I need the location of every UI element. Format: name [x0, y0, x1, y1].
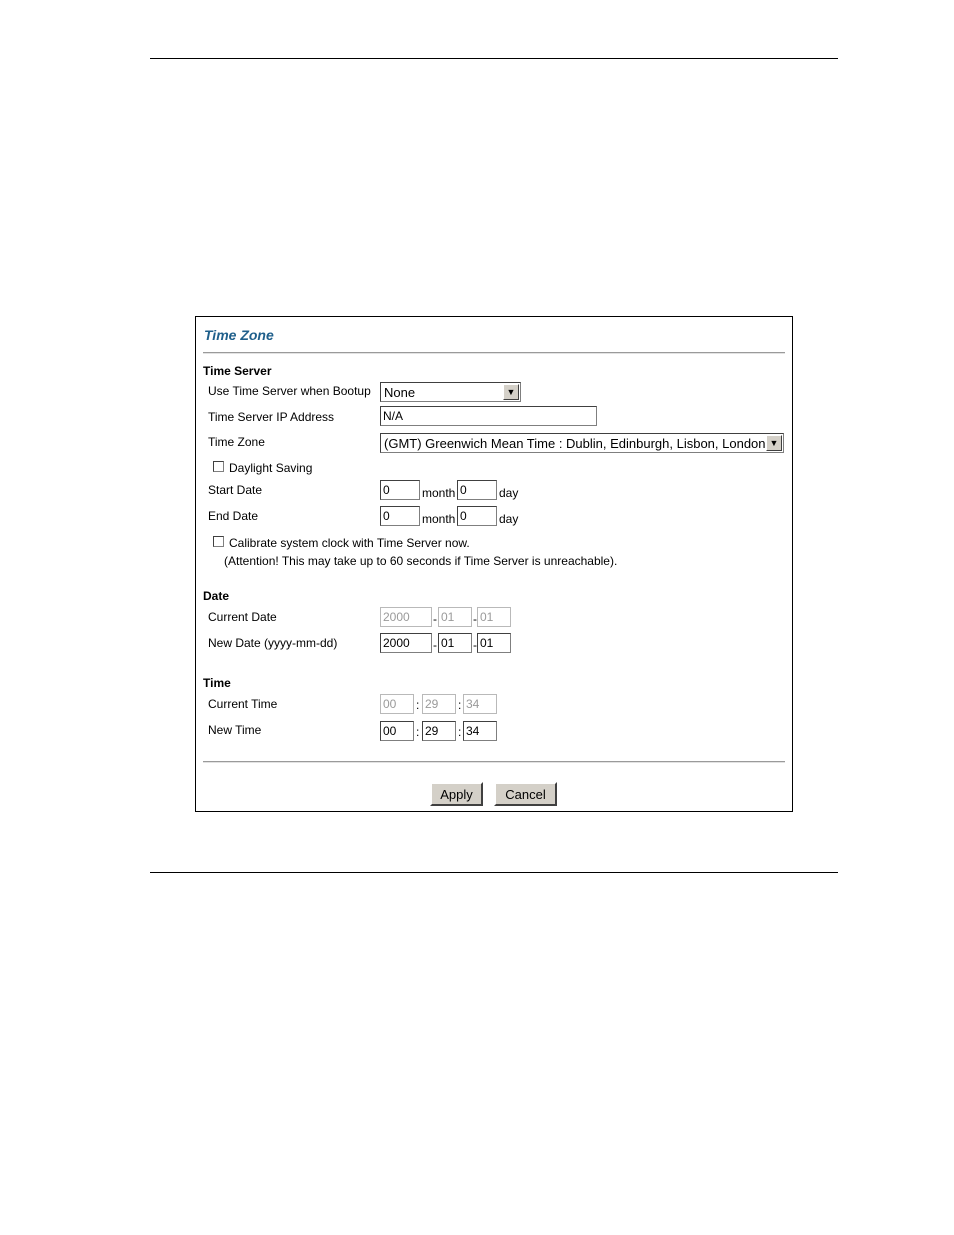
end-month-input[interactable]: [380, 506, 420, 526]
ip-address-input[interactable]: [380, 406, 597, 426]
start-month-input[interactable]: [380, 480, 420, 500]
time-server-heading: Time Server: [203, 364, 272, 378]
use-time-server-label: Use Time Server when Bootup: [208, 384, 371, 398]
new-time-label: New Time: [208, 723, 262, 737]
start-month-unit: month: [422, 486, 456, 500]
current-minute-field: [422, 694, 456, 714]
title-separator: [203, 352, 785, 354]
current-hour-field: [380, 694, 414, 714]
cancel-button[interactable]: Cancel: [494, 782, 557, 806]
daylight-saving-checkbox[interactable]: [213, 461, 224, 472]
attention-note: (Attention! This may take up to 60 seconds if Time Server is unreachable).: [224, 554, 618, 568]
time-colon: :: [416, 725, 420, 739]
footer-rule: [150, 872, 838, 873]
current-month-field: [438, 607, 472, 627]
time-colon: :: [416, 698, 420, 712]
calibrate-checkbox[interactable]: [213, 536, 224, 547]
date-dash: -: [433, 638, 437, 652]
new-minute-input[interactable]: [422, 721, 456, 741]
current-time-label: Current Time: [208, 697, 278, 711]
new-second-input[interactable]: [463, 721, 497, 741]
start-day-unit: day: [499, 486, 519, 500]
apply-button[interactable]: Apply: [430, 782, 483, 806]
end-day-input[interactable]: [457, 506, 497, 526]
calibrate-label: Calibrate system clock with Time Server now.: [229, 536, 470, 550]
start-date-label: Start Date: [208, 483, 263, 497]
date-dash: -: [433, 612, 437, 626]
date-heading: Date: [203, 589, 230, 603]
panel-title: Time Zone: [204, 327, 274, 343]
time-zone-label: Time Zone: [208, 435, 265, 449]
new-date-label: New Date (yyyy-mm-dd): [208, 636, 338, 650]
current-date-label: Current Date: [208, 610, 277, 624]
end-date-label: End Date: [208, 509, 259, 523]
time-zone-panel: [195, 316, 793, 812]
time-colon: :: [458, 725, 462, 739]
end-day-unit: day: [499, 512, 519, 526]
chevron-down-icon[interactable]: ▼: [766, 435, 782, 451]
current-year-field: [380, 607, 432, 627]
new-year-input[interactable]: [380, 633, 432, 653]
time-server-select-value: None: [384, 385, 416, 400]
new-month-input[interactable]: [438, 633, 472, 653]
new-day-input[interactable]: [477, 633, 511, 653]
time-heading: Time: [203, 676, 231, 690]
header-rule: [150, 58, 838, 59]
time-zone-select-value: (GMT) Greenwich Mean Time : Dublin, Edinburgh, Lisbon, London: [384, 436, 766, 451]
new-hour-input[interactable]: [380, 721, 414, 741]
current-day-field: [477, 607, 511, 627]
chevron-down-icon[interactable]: ▼: [503, 384, 519, 400]
footer-separator: [203, 761, 785, 763]
start-day-input[interactable]: [457, 480, 497, 500]
time-colon: :: [458, 698, 462, 712]
ip-address-label: Time Server IP Address: [208, 410, 335, 424]
end-month-unit: month: [422, 512, 456, 526]
time-server-select[interactable]: [380, 382, 521, 402]
daylight-saving-label: Daylight Saving: [229, 461, 313, 475]
date-dash: -: [473, 638, 477, 652]
date-dash: -: [473, 612, 477, 626]
time-zone-select[interactable]: [380, 433, 784, 453]
current-second-field: [463, 694, 497, 714]
